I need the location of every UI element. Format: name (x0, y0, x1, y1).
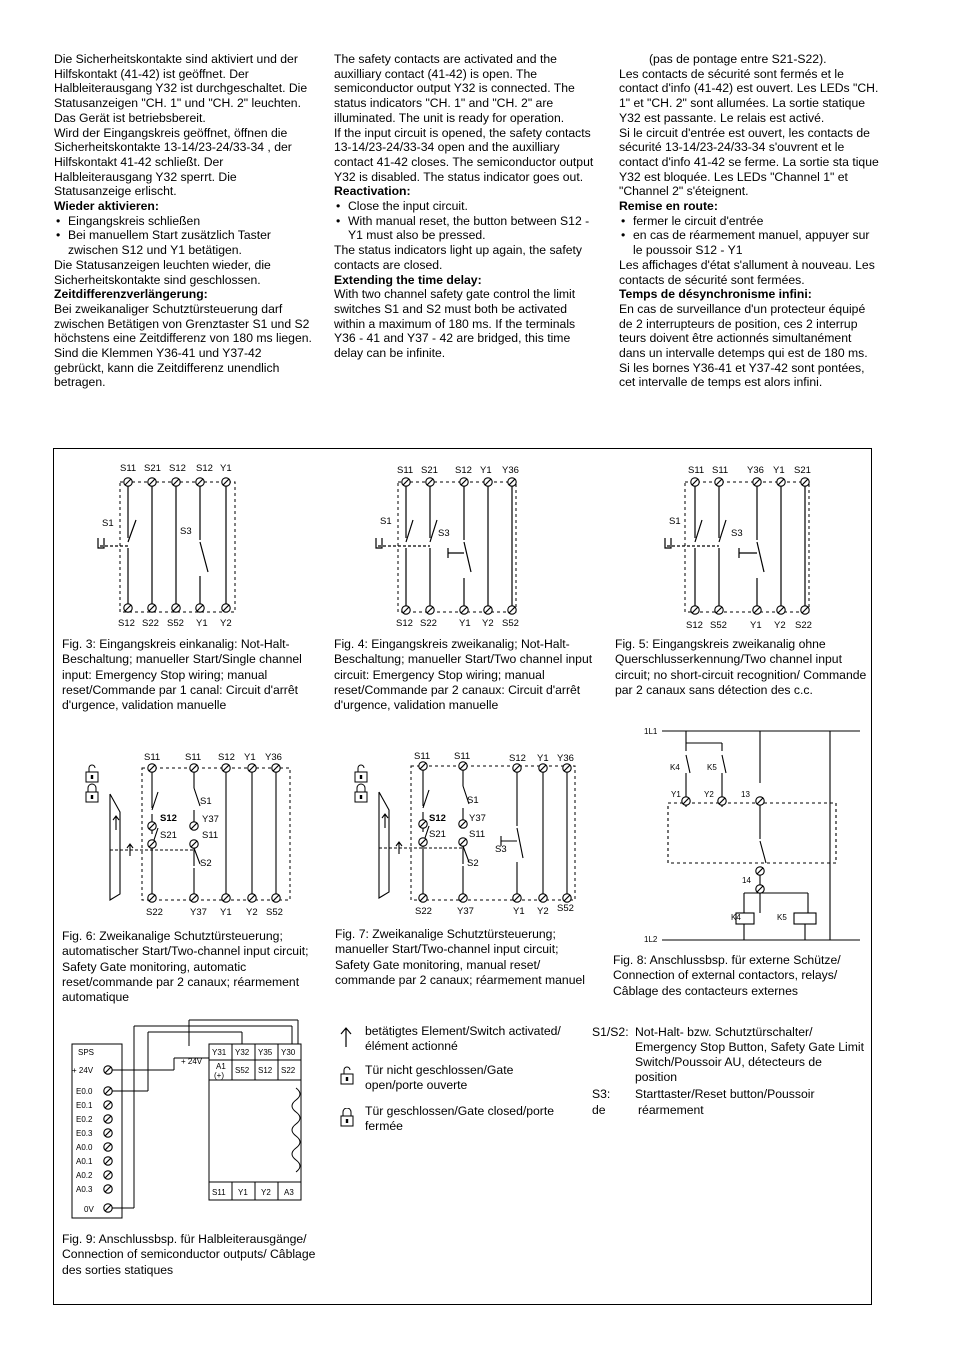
paragraph: Die Sicherheitskontakte sind aktiviert und der Hilfskontakt (41-42) ist geöffnet. Der Halbleiterausgang Y32 ist durchgeschaltet. Die Statusanzeigen "CH. 1" und "CH. 2" leuchten. Das Gerät ist betriebsbereit. (54, 52, 308, 125)
lock-open-icon (338, 1066, 356, 1088)
terminal-label: S12 (169, 463, 186, 474)
terminal-label: Y1 (459, 618, 471, 629)
terminal-label: (+) (214, 1071, 224, 1080)
coil-label: K4 (731, 913, 741, 922)
terminal (460, 478, 468, 486)
terminal-label: Y36 (747, 465, 764, 476)
terminal (190, 894, 198, 902)
terminal (104, 1101, 112, 1109)
terminal-label: S22 (281, 1066, 296, 1075)
terminal (419, 894, 427, 902)
terminal (222, 894, 230, 902)
terminal-label: A0.1 (76, 1157, 93, 1166)
terminal (172, 604, 180, 612)
coil-label: K5 (777, 913, 787, 922)
terminal (104, 1087, 112, 1095)
terminal (426, 478, 434, 486)
terminal (777, 606, 785, 614)
switch-label: S3 (180, 526, 192, 537)
terminal-label: S12 (160, 813, 177, 824)
fig3-diagram (90, 458, 250, 633)
terminal-label: S12 (218, 752, 235, 763)
terminal (190, 840, 198, 848)
fig5-caption: Fig. 5: Eingangskreis zweikanalig ohne Querschlusserkennung/Two channel input circuit; no short-circuit recognition/ Commande par 2 canaux sans détection des c.c. (615, 637, 867, 697)
fig7-caption: Fig. 7: Zweikanalige Schutztürsteuerung; manueller Start/Two-channel input circuit; Safety Gate monitoring, manual reset/ commande par 2 canaux; réarmement manuel (335, 927, 585, 987)
terminal-label: A3 (284, 1188, 294, 1197)
terminal (248, 894, 256, 902)
paragraph: Les affichages d'état s'allument à nouveau. Les contacts de sécurité sont fermées. (619, 257, 875, 287)
terminal (513, 764, 521, 772)
paragraph: Wird der Eingangskreis geöffnet, öffnen die Sicherheitskontakte 13-14/23-24/33-34 , der Hilfskontakt 41-42 schließt. Der Halbleiterausgang Y32 sperrt. Die Statusanzeige erlischt. (54, 125, 292, 199)
list-item: • en cas de réarmement manuel, appuyer sur le poussoir S12 - Y1 (619, 228, 881, 257)
column-german (54, 52, 312, 390)
terminal (104, 1157, 112, 1165)
terminal (402, 478, 410, 486)
switch-label: S1 (380, 516, 392, 527)
terminal (801, 478, 809, 486)
terminal-label: S52 (502, 618, 519, 629)
terminal (691, 606, 699, 614)
legend-value: Not-Halt- bzw. Schutztürschalter/ Emergency Stop Button, Safety Gate Limit Switch/Poussoir AU, détecteurs de position (635, 1025, 864, 1084)
terminal (104, 1185, 112, 1193)
terminal-label: Y37 (202, 814, 219, 825)
column-french (619, 52, 881, 390)
terminal (513, 894, 521, 902)
lock-closed-icon (86, 784, 98, 802)
terminal (718, 797, 726, 805)
terminal (104, 1143, 112, 1151)
terminal (190, 764, 198, 772)
column-english (334, 52, 594, 361)
arrow-icon (338, 1026, 354, 1048)
lock-open-icon (355, 765, 367, 782)
contact-label: K4 (670, 763, 680, 772)
heading: Zeitdifferenzverlängerung: (54, 287, 208, 302)
terminal (148, 478, 156, 486)
terminal-label: S12 (429, 813, 446, 824)
terminal-label: E0.1 (76, 1101, 93, 1110)
terminal-label: Y2 (537, 906, 549, 917)
paragraph: If the input circuit is opened, the safety contacts 13-14/23-24/33-34 open and the auxilliary contact 41-42 closes. The semiconductor output Y32 is disabled. The status indicator goes out. (334, 125, 594, 184)
legend-switch-activated: betätigtes Element/Switch activated/élément actionné (365, 1024, 561, 1053)
terminal-label: S22 (420, 618, 437, 629)
terminal-label: S12 (196, 463, 213, 474)
fig6-caption: Fig. 6: Zweikanalige Schutztürsteuerung; automatischer Start/Two-channel input circuit; Safety Gate monitoring, automatic reset/commande par 2 canaux; réarmement automatique (62, 929, 309, 1005)
terminal (148, 604, 156, 612)
terminal-label: Y35 (258, 1048, 273, 1057)
terminal (459, 762, 467, 770)
switch-label: S2 (200, 858, 212, 869)
terminal-label: A1 (216, 1062, 226, 1071)
terminal (196, 478, 204, 486)
switch-label: S3 (495, 844, 507, 855)
terminal (715, 606, 723, 614)
terminal (148, 822, 156, 830)
paragraph: Die Statusanzeigen leuchten wieder, die Sicherheitskontakte sind geschlossen. (54, 257, 271, 287)
terminal-label: Y1 (220, 907, 232, 918)
fig4-caption: Fig. 4: Eingangskreis zweikanalig; Not-Halt-Beschaltung; manueller Start/Two channel input circuit: Emergency Stop wiring; manual reset/Commande par 2 canaux: Circuit d'arrêt d'urgence, validation manuelle (334, 637, 593, 713)
plc-label: SPS (78, 1048, 95, 1057)
terminal (756, 797, 764, 805)
terminal-label: Y2 (774, 620, 786, 631)
rail-label: 1L1 (644, 727, 658, 736)
bullet-list (54, 214, 312, 258)
terminal (248, 764, 256, 772)
terminal-label: S12 (118, 618, 135, 629)
switch-label: S2 (467, 858, 479, 869)
terminal-label: + 24V (72, 1066, 94, 1075)
terminal-label: S11 (414, 751, 431, 762)
terminal (148, 840, 156, 848)
terminal (460, 606, 468, 614)
terminal-label: S12 (509, 753, 526, 764)
terminal-label: 14 (742, 876, 751, 885)
terminal (459, 894, 467, 902)
terminal-label: A0.3 (76, 1185, 93, 1194)
paragraph: The safety contacts are activated and the auxilliary contact (41-42) is open. The semiconductor output Y32 is connected. The status indicators "CH. 1" and "CH. 2" are illuminated. The unit is ready for operation. (334, 52, 575, 125)
terminal-label: S22 (146, 907, 163, 918)
lock-closed-icon (355, 784, 367, 802)
terminal (682, 797, 690, 805)
terminal-label: Y1 (196, 618, 208, 629)
terminal-label: S52 (167, 618, 184, 629)
terminal-label: Y30 (281, 1048, 296, 1057)
terminal-label: Y37 (457, 906, 474, 917)
terminal-label: S11 (397, 465, 414, 476)
terminal-label: S12 (455, 465, 472, 476)
terminal-label: Y1 (773, 465, 785, 476)
terminal (222, 604, 230, 612)
terminal (756, 867, 764, 875)
terminal (508, 478, 516, 486)
terminal (753, 606, 761, 614)
terminal-label: S11 (144, 752, 161, 763)
terminal-label: Y1 (537, 753, 549, 764)
terminal-label: S12 (396, 618, 413, 629)
terminal-label: S21 (429, 829, 446, 840)
paragraph: With two channel safety gate control the limit switches S1 and S2 must both be activated within a maximum of 180 ms. If the terminals Y36 - 41 and Y37 - 42 are bridged, this time delay can be infinite. (334, 287, 576, 361)
terminal (484, 478, 492, 486)
heading: Temps de désynchronisme infini: (619, 287, 812, 302)
terminal-label: S11 (454, 751, 471, 762)
lock-open-icon (86, 765, 98, 782)
terminal-label: S21 (144, 463, 161, 474)
heading: Reactivation: (334, 184, 411, 199)
terminal-label: Y37 (469, 813, 486, 824)
terminal-label: S11 (212, 1188, 226, 1197)
legend-value: réarmement (638, 1103, 704, 1117)
terminal-label: Y1 (238, 1188, 248, 1197)
terminal-label: Y2 (220, 618, 232, 629)
contact-label: K5 (707, 763, 717, 772)
list-item: • Bei manuellem Start zusätzlich Taster zwischen S12 und Y1 betätigen. (54, 228, 312, 257)
terminal-label: Y1 (671, 790, 681, 799)
fig7-diagram (345, 748, 585, 923)
terminal-label: S52 (557, 903, 574, 914)
terminal-label: Y37 (190, 907, 207, 918)
paragraph: Bei zweikanaliger Schutztürsteuerung darf zwischen Betätigen von Grenztaster S1 und S2 höchstens eine Zeitdifferenz von 180 ms liegen. Sind die Klemmen Y36-41 und Y37-42 gebrückt, kann die Zeitdifferenz unendlich betragen. (54, 301, 312, 390)
terminal-label: Y31 (212, 1048, 227, 1057)
terminal (402, 606, 410, 614)
list-item: • Eingangskreis schließen (54, 214, 312, 229)
list-item: • fermer le circuit d'entrée (619, 214, 881, 229)
terminal (272, 764, 280, 772)
fig8-caption: Fig. 8: Anschlussbsp. für externe Schütze/ Connection of external contactors, relays/ Câblage des contacteurs externes (613, 953, 841, 998)
terminal (190, 822, 198, 830)
terminal (459, 820, 467, 828)
terminal (272, 894, 280, 902)
legend-gate-closed: Tür geschlossen/Gate closed/porte fermée (365, 1104, 555, 1133)
terminal-label: S11 (185, 752, 202, 763)
switch-label: S1 (467, 795, 479, 806)
switch-label: S1 (669, 516, 681, 527)
terminal (691, 478, 699, 486)
terminal-label: S22 (415, 906, 432, 917)
paragraph: (pas de pontage entre S21-S22). (649, 52, 827, 66)
rail-label: 1L2 (644, 935, 658, 944)
fig8-diagram (640, 723, 870, 948)
fig4-diagram (368, 460, 528, 635)
terminal (777, 478, 785, 486)
switch-label: S3 (438, 528, 450, 539)
terminal (539, 894, 547, 902)
terminal (222, 478, 230, 486)
lock-closed-icon (338, 1108, 356, 1130)
terminal (419, 820, 427, 828)
terminal-label: 13 (741, 790, 750, 799)
terminal (508, 606, 516, 614)
terminal-label: + 24V (181, 1057, 203, 1066)
terminal (419, 762, 427, 770)
terminal-label: Y36 (502, 465, 519, 476)
terminal-label: Y2 (704, 790, 714, 799)
terminal (756, 885, 764, 893)
fig6-diagram (80, 748, 300, 923)
switch-label: S3 (731, 528, 743, 539)
terminal (222, 764, 230, 772)
paragraph: Si le circuit d'entrée est ouvert, les contacts de sécurité 13-14/23-24/33-34 s'ouvrent et le contact d'info 41-42 se ferme. La sortie sta tique Y32 est bloquée. Les LEDs "Channel 1" et "Channel 2" s'éteignent. (619, 125, 879, 199)
switch-label: S1 (200, 796, 212, 807)
terminal-label: S21 (160, 830, 177, 841)
terminal-label: Y1 (244, 752, 256, 763)
terminal-label: S52 (710, 620, 727, 631)
terminal (196, 604, 204, 612)
terminal-label: S22 (142, 618, 159, 629)
paragraph: Les contacts de sécurité sont fermés et le contact d'info (41-42) est ouvert. Les LEDs "CH. 1" et "CH. 2" sont allumées. La sortie statique Y32 est passante. Le relais est activé. (619, 66, 879, 125)
list-item: • Close the input circuit. (334, 199, 594, 214)
legend-key: de (592, 1103, 606, 1117)
terminal (104, 1066, 112, 1074)
bullet-list (619, 214, 881, 258)
terminal (539, 764, 547, 772)
terminal-label: S11 (469, 829, 486, 840)
terminal (484, 606, 492, 614)
terminal-label: A0.2 (76, 1171, 93, 1180)
terminal-label: Y1 (750, 620, 762, 631)
terminal (801, 606, 809, 614)
terminal (563, 894, 571, 902)
terminal (459, 838, 467, 846)
terminal-label: Y1 (480, 465, 492, 476)
terminal (104, 1129, 112, 1137)
heading: Wieder aktivieren: (54, 199, 159, 214)
heading: Extending the time delay: (334, 272, 482, 287)
bullet-list (334, 199, 594, 243)
terminal-label: S12 (686, 620, 703, 631)
terminal-label: S21 (421, 465, 438, 476)
terminal-label: A0.0 (76, 1143, 93, 1152)
legend-value: Starttaster/Reset button/Poussoir (635, 1087, 815, 1101)
terminal (426, 606, 434, 614)
fig3-caption: Fig. 3: Eingangskreis einkanalig: Not-Halt-Beschaltung; manueller Start/Single channel input: Emergency Stop wiring; manual reset/Commande par 1 canal: Circuit d'arrêt d'urgence, validation manuelle (62, 637, 302, 713)
terminal (148, 894, 156, 902)
legend-gate-open: Tür nicht geschlossen/Gate open/porte ouverte (365, 1063, 514, 1092)
terminal (148, 764, 156, 772)
paragraph: En cas de surveillance d'un protecteur équipé de 2 interrupteurs de position, ces 2 interrup teurs doivent être actionnés simultanément dans un intervalle detemps qui est de 180 ms. Si les bornes Y36-41 et Y37-42 sont pontées, cet intervalle de temps est alors infini. (619, 301, 868, 390)
terminal (124, 478, 132, 486)
terminal-label: Y2 (482, 618, 494, 629)
terminal-label: Y32 (235, 1048, 250, 1057)
terminal-label: Y36 (265, 752, 282, 763)
terminal (172, 478, 180, 486)
terminal (753, 478, 761, 486)
terminal-label: Y2 (246, 907, 258, 918)
terminal (563, 764, 571, 772)
terminal-label: S21 (794, 465, 811, 476)
terminal-label: Y2 (261, 1188, 271, 1197)
terminal-label: S52 (266, 907, 283, 918)
terminal-label: Y1 (513, 906, 525, 917)
terminal (104, 1115, 112, 1123)
terminal-label: Y36 (557, 753, 574, 764)
terminal-label: E0.3 (76, 1129, 93, 1138)
list-item: • With manual reset, the button between S12 - Y1 must also be pressed. (334, 214, 594, 243)
legend-key: S3: (592, 1087, 611, 1101)
switch-label: S1 (102, 518, 114, 529)
terminal-label: S12 (258, 1066, 273, 1075)
fig9-diagram (64, 1018, 314, 1223)
terminal-label: S11 (202, 830, 219, 841)
terminal-label: S11 (712, 465, 729, 476)
terminal (715, 478, 723, 486)
terminal (104, 1171, 112, 1179)
heading: Remise en route: (619, 199, 718, 214)
terminal-label: S52 (235, 1066, 250, 1075)
fig5-diagram (655, 460, 820, 635)
paragraph: The status indicators light up again, the safety contacts are closed. (334, 243, 582, 272)
terminal (104, 1204, 112, 1212)
terminal (124, 604, 132, 612)
terminal-label: S11 (120, 463, 137, 474)
terminal (419, 838, 427, 846)
terminal-label: E0.2 (76, 1115, 93, 1124)
legend-key: S1/S2: (592, 1025, 629, 1039)
terminal-label: E0.0 (76, 1087, 93, 1096)
terminal-label: 0V (84, 1205, 94, 1214)
fig9-caption: Fig. 9: Anschlussbsp. für Halbleiterausgänge/ Connection of semiconductor outputs/ Câblage des sorties statiques (62, 1232, 316, 1277)
terminal-label: S22 (795, 620, 812, 631)
terminal-label: S11 (688, 465, 705, 476)
terminal-label: Y1 (220, 463, 232, 474)
